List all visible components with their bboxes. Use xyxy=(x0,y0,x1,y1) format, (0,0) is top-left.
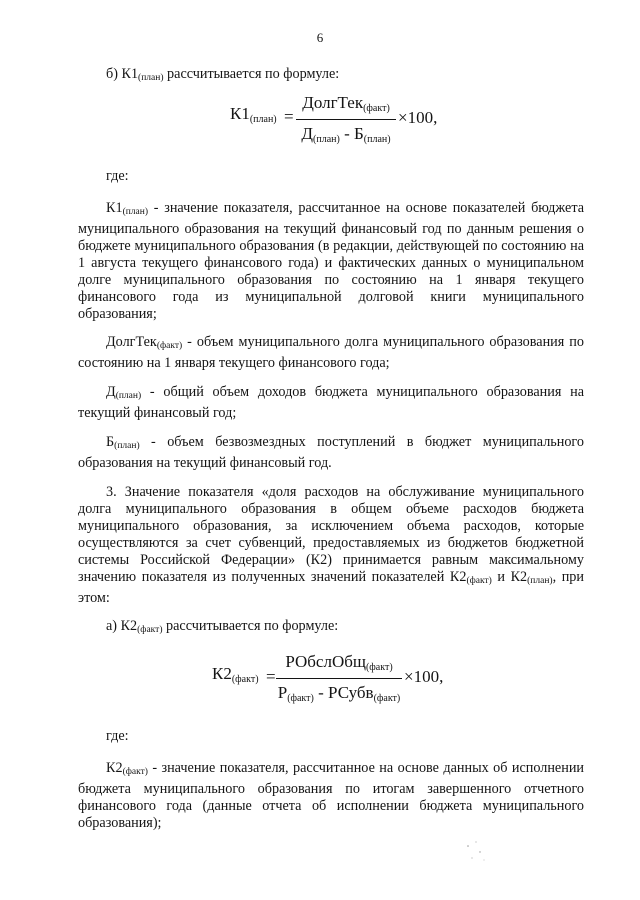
definition-dolgtek-fact: ДолгТек$_{(факт)}$ - объем муниципального долга муниципального образования по состоянию на 1 января текущего финансового года; xyxy=(78,334,584,371)
where-label-1: где: xyxy=(106,168,129,184)
definition-d-plan: $Д_{(план)}$ - общий объем доходов бюджета муниципального образования на текущий финансовый год; xyxy=(78,384,584,421)
formula2-fraction-bar xyxy=(276,678,402,679)
formula1-multiplier: ×100, xyxy=(398,108,438,127)
formula1-lhs: $К1_{(план)}$ xyxy=(230,104,277,125)
formula2-intro: а) $К2_{(факт)}$ рассчитывается по формуле: xyxy=(106,618,339,635)
formula1-intro: б) $К1_{(план)}$ рассчитывается по формуле: xyxy=(106,66,340,83)
formula1-numerator: ДолгТек$_{(факт)}$ xyxy=(302,93,390,114)
formula2-multiplier: ×100, xyxy=(404,667,444,686)
definition-b-plan: $Б_{(план)}$ - объем безвозмездных поступлений в бюджет муниципального образования на текущий финансовый год. xyxy=(78,434,584,471)
formula1-fraction-bar xyxy=(296,119,396,120)
formula2-denominator: $Р_{(факт)}$ - РСубв$_{(факт)}$ xyxy=(277,683,401,704)
page-number: 6 xyxy=(316,30,324,45)
item-3-paragraph: 3. Значение показателя «доля расходов на обслуживание муниципального долга муниципального образования в общем объеме расходов бюджета муниципального образования, за исключением объема расходов, которые осуществляются за счет субвенций, предоставляемых из бюджетов бюджетной системы Российской Федерации» (К2) принимается равным максимальному значению показателя из полученных значений показателей $К2_{(факт)}$ и $К2_{(план)}$, при этом: xyxy=(78,484,584,606)
scan-speck-mark xyxy=(462,838,492,868)
formula2-lhs: $К2_{(факт)}$ xyxy=(212,664,259,685)
formula2-numerator: РОбслОбщ$_{(факт)}$ xyxy=(285,652,393,673)
formula1-denominator: $Д_{(план)} - Б_{(план)}$ xyxy=(301,124,391,145)
definition-k1-plan: $К1_{(план)}$ - значение показателя, рассчитанное на основе показателей бюджета муниципального образования на текущий финансовый год по данным решения о бюджете муниципального образования (в редакции, действующей по состоянию на 1 августа текущего финансового года) и фактических данных о муниципальном долге муниципального образования по состоянию на 1 января текущего финансового года из муниципальной долговой книги муниципального образования; xyxy=(78,200,584,322)
formula2-equals: = xyxy=(266,667,276,686)
formula1-equals: = xyxy=(284,107,294,126)
definition-k2-fact: $К2_{(факт)}$ - значение показателя, рассчитанное на основе данных об исполнении бюджета муниципального образования по итогам завершенного отчетного финансового года (данные отчета об исполнении бюджета муниципального образования); xyxy=(78,760,584,831)
where-label-2: где: xyxy=(106,728,129,744)
